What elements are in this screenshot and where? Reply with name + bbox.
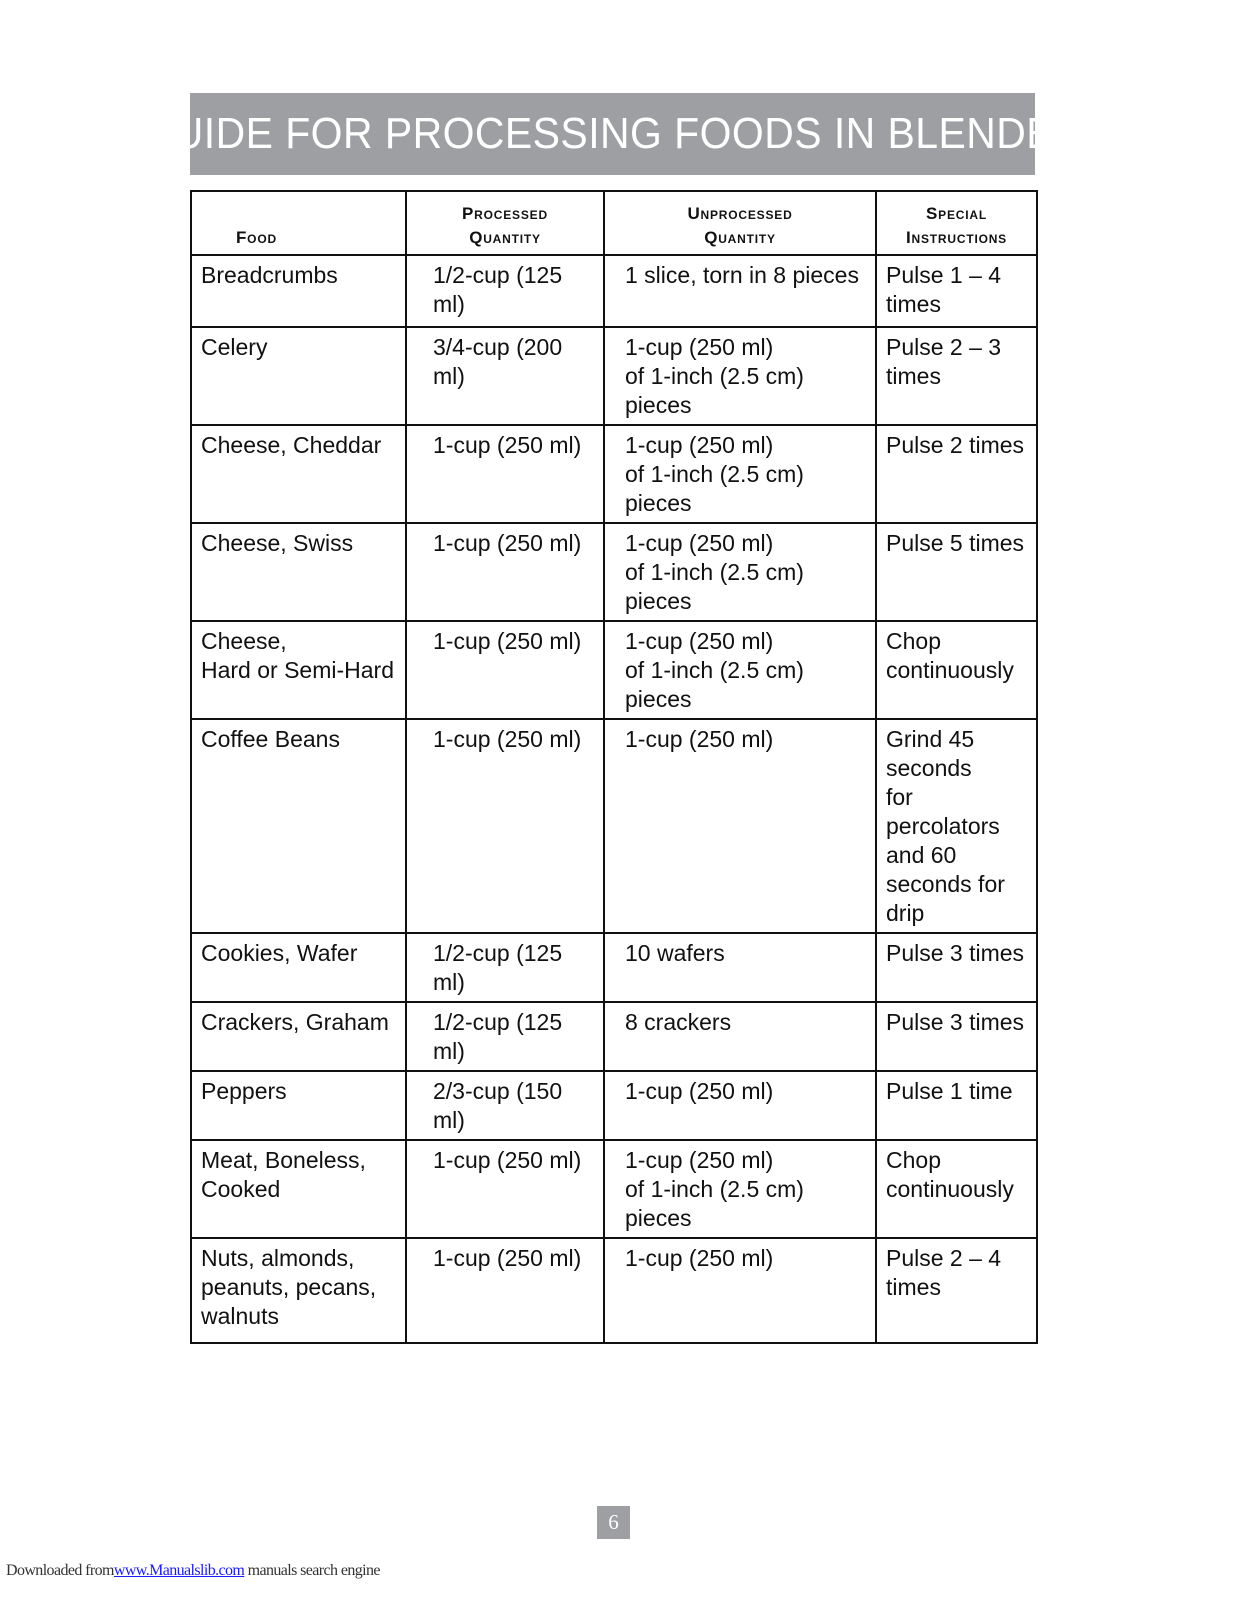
table-row [191, 327, 1037, 425]
special-instructions-cell: Pulse 3 times [876, 1002, 1037, 1071]
processed-quantity-cell: 1/2-cup (125 ml) [406, 255, 604, 327]
processed-quantity-cell: 1-cup (250 ml) [406, 1140, 604, 1238]
special-instructions-cell: Pulse 3 times [876, 933, 1037, 1002]
table-row [191, 523, 1037, 621]
special-instructions-cell: Pulse 2 – 4 times [876, 1238, 1037, 1343]
table-row [191, 1140, 1037, 1238]
table-header-row [191, 191, 1037, 255]
special-instructions-cell: Chop continuously [876, 1140, 1037, 1238]
unprocessed-quantity-cell: 1 slice, torn in 8 pieces [604, 255, 876, 327]
special-instructions-cell: Pulse 5 times [876, 523, 1037, 621]
processed-quantity-cell: 1-cup (250 ml) [406, 621, 604, 719]
unprocessed-quantity-cell: 1-cup (250 ml) [604, 719, 876, 933]
processed-quantity-cell: 1-cup (250 ml) [406, 425, 604, 523]
processed-quantity-cell: 3/4-cup (200 ml) [406, 327, 604, 425]
special-instructions-cell: Chop continuously [876, 621, 1037, 719]
table-row [191, 255, 1037, 327]
table-row [191, 425, 1037, 523]
unprocessed-quantity-cell: 8 crackers [604, 1002, 876, 1071]
unprocessed-quantity-cell: 1-cup (250 ml) of 1-inch (2.5 cm) pieces [604, 621, 876, 719]
header-processed-quantity: Processed Quantity [406, 191, 604, 255]
table-row [191, 1002, 1037, 1071]
special-instructions-cell: Pulse 1 – 4 times [876, 255, 1037, 327]
table-row [191, 1071, 1037, 1140]
processed-quantity-cell: 1-cup (250 ml) [406, 523, 604, 621]
unprocessed-quantity-cell: 1-cup (250 ml) [604, 1238, 876, 1343]
processed-quantity-cell: 1/2-cup (125 ml) [406, 1002, 604, 1071]
food-cell: Cheese, Swiss [191, 523, 406, 621]
processed-quantity-cell: 1-cup (250 ml) [406, 719, 604, 933]
unprocessed-quantity-cell: 1-cup (250 ml) of 1-inch (2.5 cm) pieces [604, 327, 876, 425]
special-instructions-cell: Pulse 2 – 3 times [876, 327, 1037, 425]
footer-prefix: Downloaded from [6, 1562, 114, 1579]
unprocessed-quantity-cell: 1-cup (250 ml) [604, 1071, 876, 1140]
manualslib-link[interactable]: www.Manualslib.com [113, 1562, 245, 1579]
food-cell: Coffee Beans [191, 719, 406, 933]
processed-quantity-cell: 1/2-cup (125 ml) [406, 933, 604, 1002]
food-cell: Cheese, Cheddar [191, 425, 406, 523]
processed-quantity-cell: 2/3-cup (150 ml) [406, 1071, 604, 1140]
special-instructions-cell: Pulse 1 time [876, 1071, 1037, 1140]
processed-quantity-cell: 1-cup (250 ml) [406, 1238, 604, 1343]
download-footer [6, 1562, 380, 1580]
food-cell: Cheese, Hard or Semi-Hard [191, 621, 406, 719]
footer-suffix: manuals search engine [244, 1562, 380, 1579]
page-number: 6 [597, 1506, 630, 1539]
food-cell: Breadcrumbs [191, 255, 406, 327]
food-cell: Nuts, almonds, peanuts, pecans, walnuts [191, 1238, 406, 1343]
unprocessed-quantity-cell: 1-cup (250 ml) of 1-inch (2.5 cm) pieces [604, 1140, 876, 1238]
food-cell: Meat, Boneless, Cooked [191, 1140, 406, 1238]
special-instructions-cell: Pulse 2 times [876, 425, 1037, 523]
food-cell: Peppers [191, 1071, 406, 1140]
page-title: GUIDE FOR PROCESSING FOODS IN BLENDER [141, 109, 1084, 158]
food-cell: Crackers, Graham [191, 1002, 406, 1071]
table-row [191, 1238, 1037, 1343]
unprocessed-quantity-cell: 10 wafers [604, 933, 876, 1002]
food-cell: Cookies, Wafer [191, 933, 406, 1002]
food-processing-table [190, 190, 1038, 1344]
table-row [191, 933, 1037, 1002]
header-food: Food [191, 191, 406, 255]
header-unprocessed-quantity: Unprocessed Quantity [604, 191, 876, 255]
page-title-bar [141, 93, 1084, 175]
table-row [191, 719, 1037, 933]
unprocessed-quantity-cell: 1-cup (250 ml) of 1-inch (2.5 cm) pieces [604, 425, 876, 523]
food-cell: Celery [191, 327, 406, 425]
unprocessed-quantity-cell: 1-cup (250 ml) of 1-inch (2.5 cm) pieces [604, 523, 876, 621]
table-row [191, 621, 1037, 719]
header-special-instructions: Special Instructions [876, 191, 1037, 255]
special-instructions-cell: Grind 45 seconds for percolators and 60 seconds for drip [876, 719, 1037, 933]
